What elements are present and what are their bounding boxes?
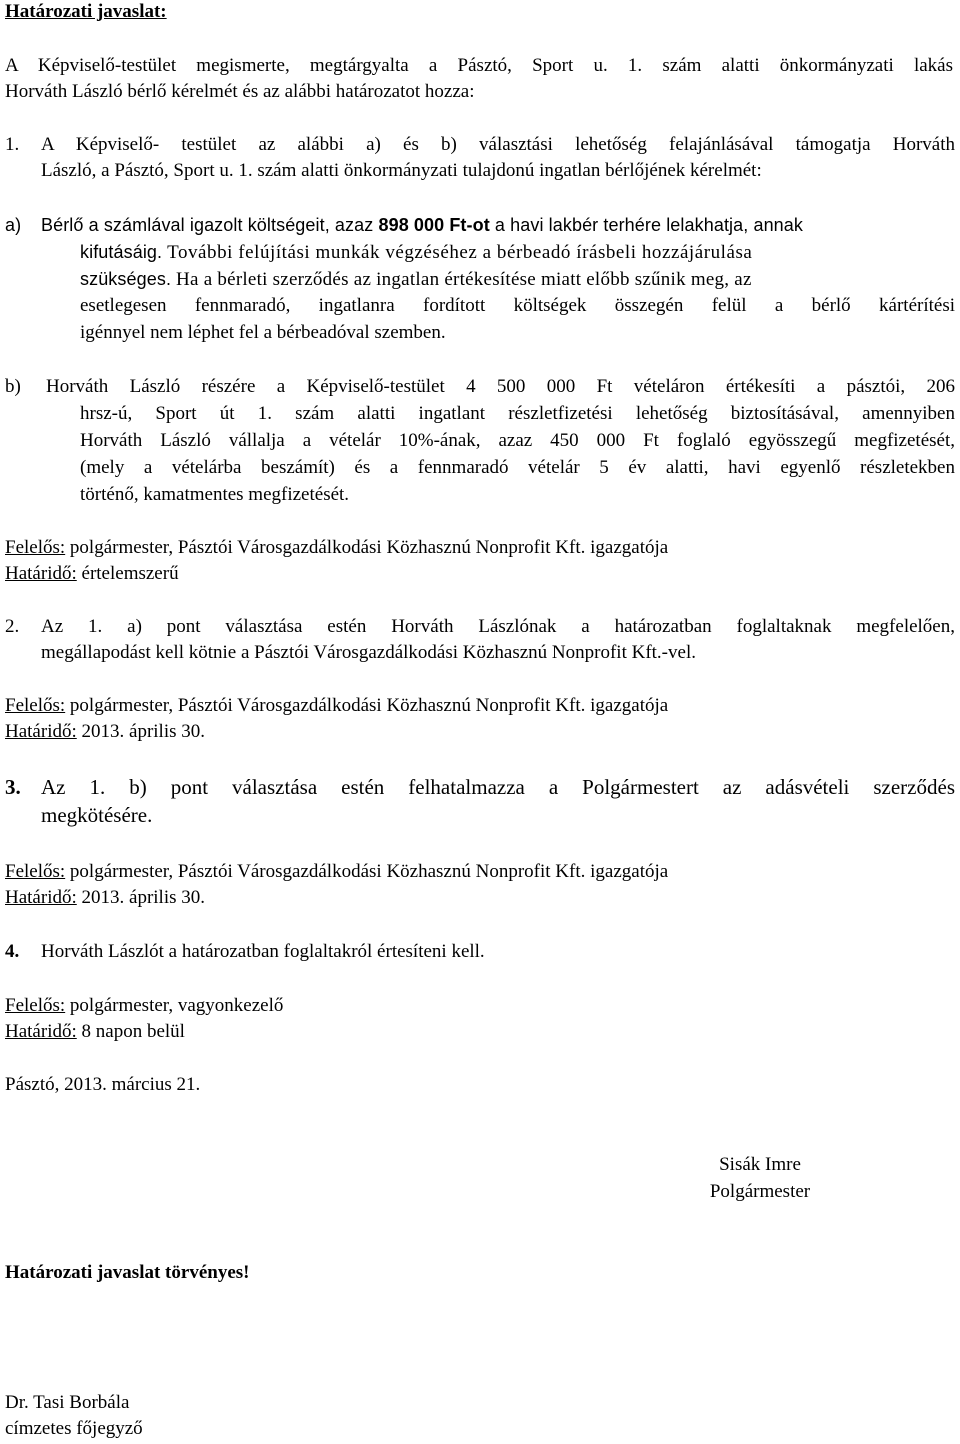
deadline-4-value: 8 napon belül <box>76 1021 185 1042</box>
responsible-3-label: Felelős: <box>5 861 66 882</box>
responsible-4-value: polgármester, vagyonkezelő <box>65 995 284 1016</box>
option-a-text-4: További felújítási munkák végzéséhez a bérbeadó írásbeli hozzájárulása <box>162 242 753 263</box>
mayor-signature <box>680 1151 840 1205</box>
option-a-line-5: igénnyel nem léphet fel a bérbeadóval szemben. <box>80 322 446 343</box>
responsible-1-label: Felelős: <box>5 537 66 558</box>
point-2 <box>5 616 955 638</box>
option-a-text-3: kifutásáig. <box>80 242 163 262</box>
option-b-label: b) <box>5 376 21 397</box>
point-3-line-2: megkötésére. <box>41 803 153 827</box>
point-3-number: 3. <box>5 775 21 799</box>
point-1-line-1: A Képviselő- testület az alábbi a) és b) választási lehetőség felajánlásával támogatja Horváth <box>41 134 955 155</box>
intro-line-2: Horváth László bérlő kérelmét és az alábbi határozatot hozza: <box>5 81 475 102</box>
notary-name: Dr. Tasi Borbála <box>5 1392 130 1413</box>
responsible-3 <box>5 861 668 883</box>
option-b-line-4: (mely a vételárba beszámít) és a fennmaradó vételár 5 év alatti, havi egyenlő részletekben <box>80 457 955 478</box>
intro-line-1: A Képviselő-testület megismerte, megtárgyalta a Pásztó, Sport u. 1. szám alatti önkormányzati lakás <box>5 55 953 76</box>
deadline-4 <box>5 1021 185 1043</box>
responsible-1-value: polgármester, Pásztói Városgazdálkodási Közhasznú Nonprofit Kft. igazgatója <box>65 537 669 558</box>
option-b-line-3: Horváth László vállalja a vételár 10%-ának, azaz 450 000 Ft foglaló egyösszegű megfizetését, <box>80 430 955 451</box>
deadline-3 <box>5 887 205 909</box>
deadline-4-label: Határidő: <box>5 1021 77 1042</box>
option-a-amount: 898 000 Ft-ot <box>378 215 490 235</box>
option-a-line-4: esetlegesen fennmaradó, ingatlanra fordított költségek összegén felül a bérlő kártérítési <box>80 295 955 316</box>
deadline-2-label: Határidő: <box>5 721 77 742</box>
option-a-line-1 <box>5 214 803 236</box>
point-1 <box>5 134 955 156</box>
deadline-3-label: Határidő: <box>5 887 77 908</box>
page-title: Határozati javaslat: <box>5 1 167 22</box>
option-a-line-2 <box>80 241 955 264</box>
point-2-number: 2. <box>5 616 20 637</box>
point-4-number: 4. <box>5 941 20 962</box>
responsible-2-value: polgármester, Pásztói Városgazdálkodási Közhasznú Nonprofit Kft. igazgatója <box>65 695 669 716</box>
point-3-line-1: Az 1. b) pont választása estén felhatalmazza a Polgármestert az adásvételi szerződés <box>41 775 955 799</box>
option-b-line-5: történő, kamatmentes megfizetését. <box>80 484 350 505</box>
deadline-1-value: értelemszerű <box>76 563 179 584</box>
mayor-title: Polgármester <box>709 1181 811 1202</box>
option-b-line-2: hrsz-ú, Sport út 1. szám alatti ingatlant részletfizetési lehetőség biztosításával, amennyiben <box>80 403 955 424</box>
option-a-line-3 <box>80 268 955 291</box>
point-4 <box>5 941 485 963</box>
option-a-text-6: Ha a bérleti szerződés az ingatlan értékesítése miatt előbb szűnik meg, az <box>171 269 752 290</box>
point-3 <box>5 775 955 799</box>
responsible-4 <box>5 995 283 1017</box>
mayor-name: Sisák Imre <box>719 1154 801 1175</box>
notary-title: címzetes főjegyző <box>5 1418 143 1439</box>
point-1-number: 1. <box>5 134 20 155</box>
deadline-2 <box>5 721 205 743</box>
responsible-2 <box>5 695 668 717</box>
responsible-2-label: Felelős: <box>5 695 66 716</box>
deadline-1-label: Határidő: <box>5 563 77 584</box>
point-4-text: Horváth Lászlót a határozatban foglaltakról értesíteni kell. <box>41 941 485 962</box>
point-2-line-2: megállapodást kell kötnie a Pásztói Városgazdálkodási Közhasznú Nonprofit Kft.-vel. <box>41 642 696 663</box>
option-a-text-5: szükséges. <box>80 269 172 289</box>
point-1-line-2: László, a Pásztó, Sport u. 1. szám alatti önkormányzati tulajdonú ingatlan bérlőjének kérelmét: <box>41 160 762 181</box>
legal-note: Határozati javaslat törvényes! <box>5 1262 250 1283</box>
responsible-3-value: polgármester, Pásztói Városgazdálkodási Közhasznú Nonprofit Kft. igazgatója <box>65 861 669 882</box>
deadline-1 <box>5 563 179 585</box>
point-2-line-1: Az 1. a) pont választása estén Horváth Lászlónak a határozatban foglaltaknak megfelelően, <box>41 616 955 637</box>
option-b-text-1: Horváth László részére a Képviselő-testület 4 500 000 Ft vételáron értékesíti a pásztói, 206 <box>46 376 955 397</box>
option-b-line-1 <box>5 376 955 398</box>
place-date: Pásztó, 2013. március 21. <box>5 1074 201 1095</box>
responsible-1 <box>5 537 668 559</box>
deadline-2-value: 2013. április 30. <box>76 721 206 742</box>
option-a-text-2: a havi lakbér terhére lelakhatja, annak <box>489 215 804 235</box>
deadline-3-value: 2013. április 30. <box>76 887 206 908</box>
option-a-label: a) <box>5 215 22 235</box>
option-a-text-1: Bérlő a számlával igazolt költségeit, azaz <box>41 215 379 235</box>
responsible-4-label: Felelős: <box>5 995 66 1016</box>
